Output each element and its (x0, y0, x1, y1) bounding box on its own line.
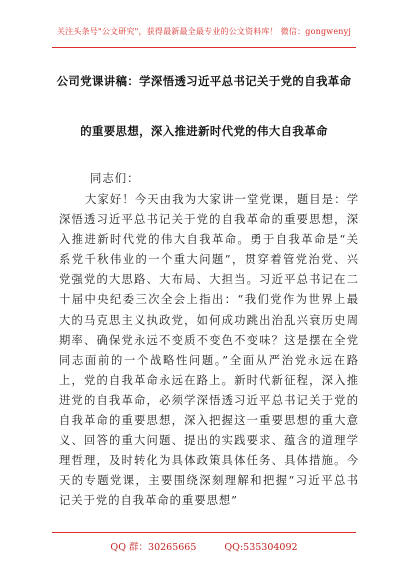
header-promo-text: 关注头条号"公文研究"，获得最新最全最专业的公文资料库！ 微信：gongwenyj (56, 27, 352, 36)
body-paragraph: 大家好！今天由我为大家讲一堂党课，题目是：学深悟透习近平总书记关于党的自我革命的重要思想，深入推进新时代党的伟大自我革命。勇于自我革命是“关系党千秋伟业的一个重大问题”，贯穿着管党治党、兴党强党的大思路、大布局、大担当。习近平总书记在二十届中央纪委三次全会上指出：“我们党作为世界上最大的马克思主义执政党，如何成功跳出治乱兴衰历史周期率、确保党永远不变质不变色不变味？这是摆在全党同志面前的一个战略性问题。”全面从严治党永远在路上，党的自我革命永远在路上。新时代新征程，深入推进党的自我革命，必须学深悟透习近平总书记关于党的自我革命的重要思想，深入把握这一重要思想的重大意义、回答的重大问题、提出的实践要求、蕴含的道理学理哲理，及时转化为具体政策具体任务、具体措施。今天的专题党课，主要围绕深刻理解和把握“习近平总书记关于党的自我革命的重要思想” (59, 193, 359, 508)
footer-qq-group: QQ 群：30265665 (110, 542, 197, 553)
page-footer (0, 539, 408, 553)
salutation: 同志们： (90, 171, 140, 185)
footer-qq: QQ:535304092 (224, 542, 298, 553)
page-header (0, 0, 408, 58)
footer-divider (52, 532, 356, 533)
header-divider (52, 47, 356, 48)
document-title-line-1: 公司党课讲稿：学深悟透习近平总书记关于党的自我革命 (56, 74, 352, 88)
document-title-line-2: 的重要思想，深入推进新时代党的伟大自我革命 (80, 124, 328, 138)
